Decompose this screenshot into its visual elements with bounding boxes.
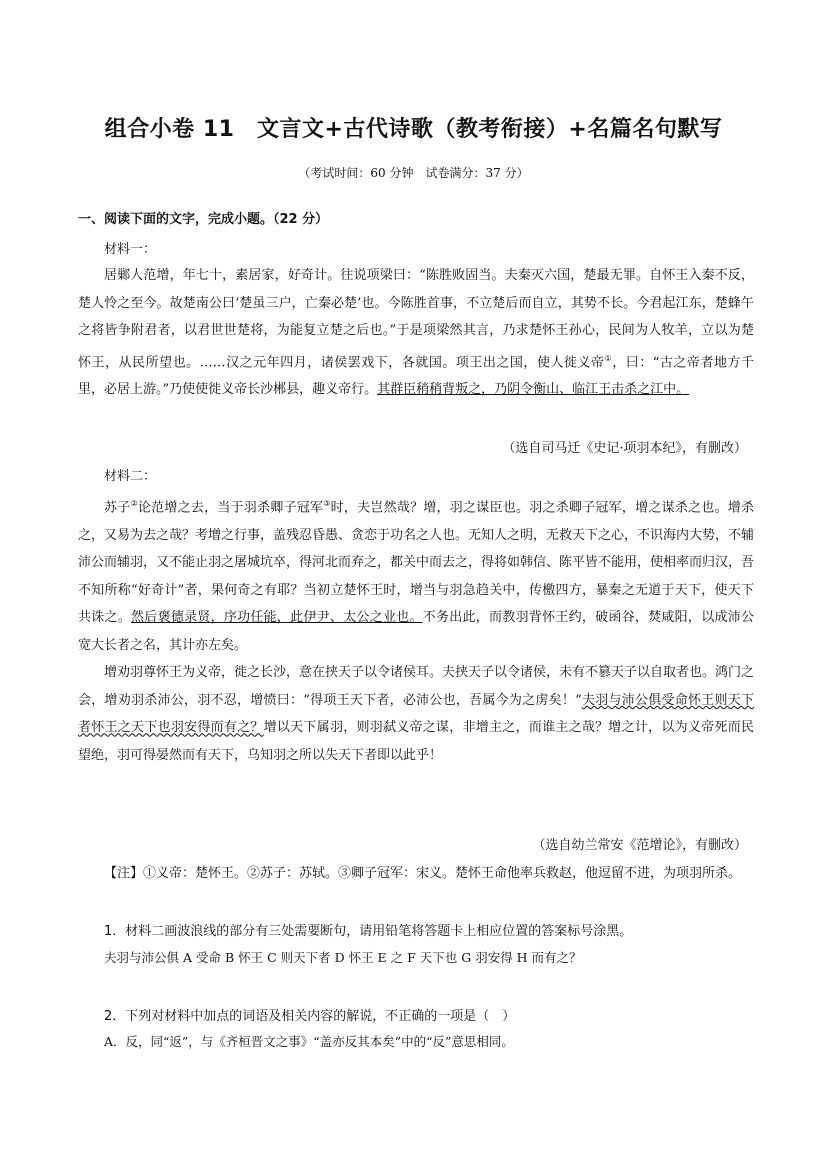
section-heading: 一、阅读下面的文字，完成小题。（22 分） [78, 212, 329, 227]
question-2: 2．下列对材料中加点的词语及相关内容的解说，不正确的一项是（ ） [104, 1009, 516, 1024]
underlined-sentence-2: 然后褒德录贤，序功任能，此伊尹、太公之业也。 [131, 610, 423, 626]
question-1-sentence: 夫羽与沛公俱 A 受命 B 怀王 C 则天下者 D 怀王 E 之 F 天下也 G 羽安得 H 而有之？ [104, 950, 582, 965]
material-1-text [78, 262, 754, 404]
material-2-p1-a: 苏子 [104, 500, 131, 516]
footnote-marker-1: ① [604, 353, 613, 363]
footnotes: 【注】①义帝：楚怀王。②苏子：苏轼。③卿子冠军：宋义。楚怀王命他率兵救赵，他逗留不进，为项羽所杀。 [104, 866, 742, 881]
material-2-text [78, 490, 754, 769]
footnote-marker-2: ② [130, 499, 138, 508]
question-2-option-a: A．反，同“返”，与《齐桓晋文之事》“盖亦反其本矣”中的“反”意思相同。 [104, 1034, 514, 1049]
question-1: 1．材料二画波浪线的部分有三处需要断句，请用铅笔将答题卡上相应位置的答案标号涂黑。 [104, 924, 633, 939]
material-2-p2-a: 增劝羽尊怀王为义帝，徙之长沙，意在挟天子以令诸侯耳。夫挟天子以令诸侯，未有不篡天子以自取者也。鸿门之会，增劝羽杀沛公，羽不忍，增愤曰：“得项王天下者，必沛公也，吾属今为之虏矣！” [78, 665, 755, 708]
wavy-underlined-sentence: 夫羽与沛公俱受命怀王则天下者怀王之天下也羽安得而有之？ [78, 692, 754, 736]
material-1-source: （选自司马迁《史记·项羽本纪》，有删改） [502, 441, 747, 456]
material-2-source: （选自幼兰常安《范增论》，有删改） [532, 838, 747, 853]
material-2-p2-b: 增以天下属羽，则羽弑义帝之谋，非增主之，而谁主之哉？增之计，以为义帝死而民望绝，羽可得晏然而有天下，乌知羽之所以失天下者即以此乎！ [78, 720, 754, 763]
material-2-p1-c: 时，夫岂然哉？增，羽之谋臣也。羽之杀卿子冠军，增之谋杀之也。增杀之，又易为去之哉？考增之行事，盖残忍昏愚、贪恋于功名之人也。无知人之明，无救天下之心，不识海内大势，不辅沛公而辅羽，又不能止羽之屠城坑卒，得河北而弃之，都关中而去之，得将如韩信、陈平皆不能用，使相率而归汉，吾不知所称“好奇计”者，果何奇之有耶？当初立楚怀王时，增当与羽急趋关中，传檄四方，暴秦之无道于天下，使天下共诛之。 [78, 500, 755, 626]
material-1-text-a: 居鄛人范增，年七十，素居家，好奇计。往说项梁曰：“陈胜败固当。夫秦灭六国，楚最无罪。自怀王入秦不反，楚人怜之至今。故楚南公曰‘楚虽三户，亡秦必楚’也。今陈胜首事，不立楚后而自立，其势不长。今君起江东，楚蜂午之将皆争附君者，以君世世楚将，为能复立楚之后也。”于是项梁然其言，乃求楚怀王孙心，民间为人牧羊，立以为楚怀王，从民所望也。……汉之元年四月，诸侯罢戏下，各就国。项王出之国，使人徙义帝 [78, 268, 754, 370]
material-1-text-b: ，曰：“古之帝者地方千里，必居上游。”乃使使徙义帝长沙郴县，趣义帝行。 [78, 354, 754, 398]
material-1-label: 材料一： [104, 242, 157, 257]
material-2-label: 材料二： [104, 469, 157, 484]
footnote-marker-3: ③ [323, 499, 331, 508]
page-title: 组合小卷 11 文言文+古代诗歌（教考衔接）+名篇名句默写 [104, 117, 723, 142]
exam-info: （考试时间：60 分钟 试卷满分：37 分） [298, 166, 529, 180]
material-2-p1-d: 不务出此，而教羽背怀王约，破函谷，焚咸阳，以成沛公宽大长者之名，其计亦左矣。 [78, 610, 754, 653]
underlined-sentence-1: 其群臣稍稍背叛之，乃阴令衡山、临江王击杀之江中。 [377, 382, 690, 398]
material-2-p1-b: 论范增之去，当于羽杀卿子冠军 [137, 500, 324, 516]
